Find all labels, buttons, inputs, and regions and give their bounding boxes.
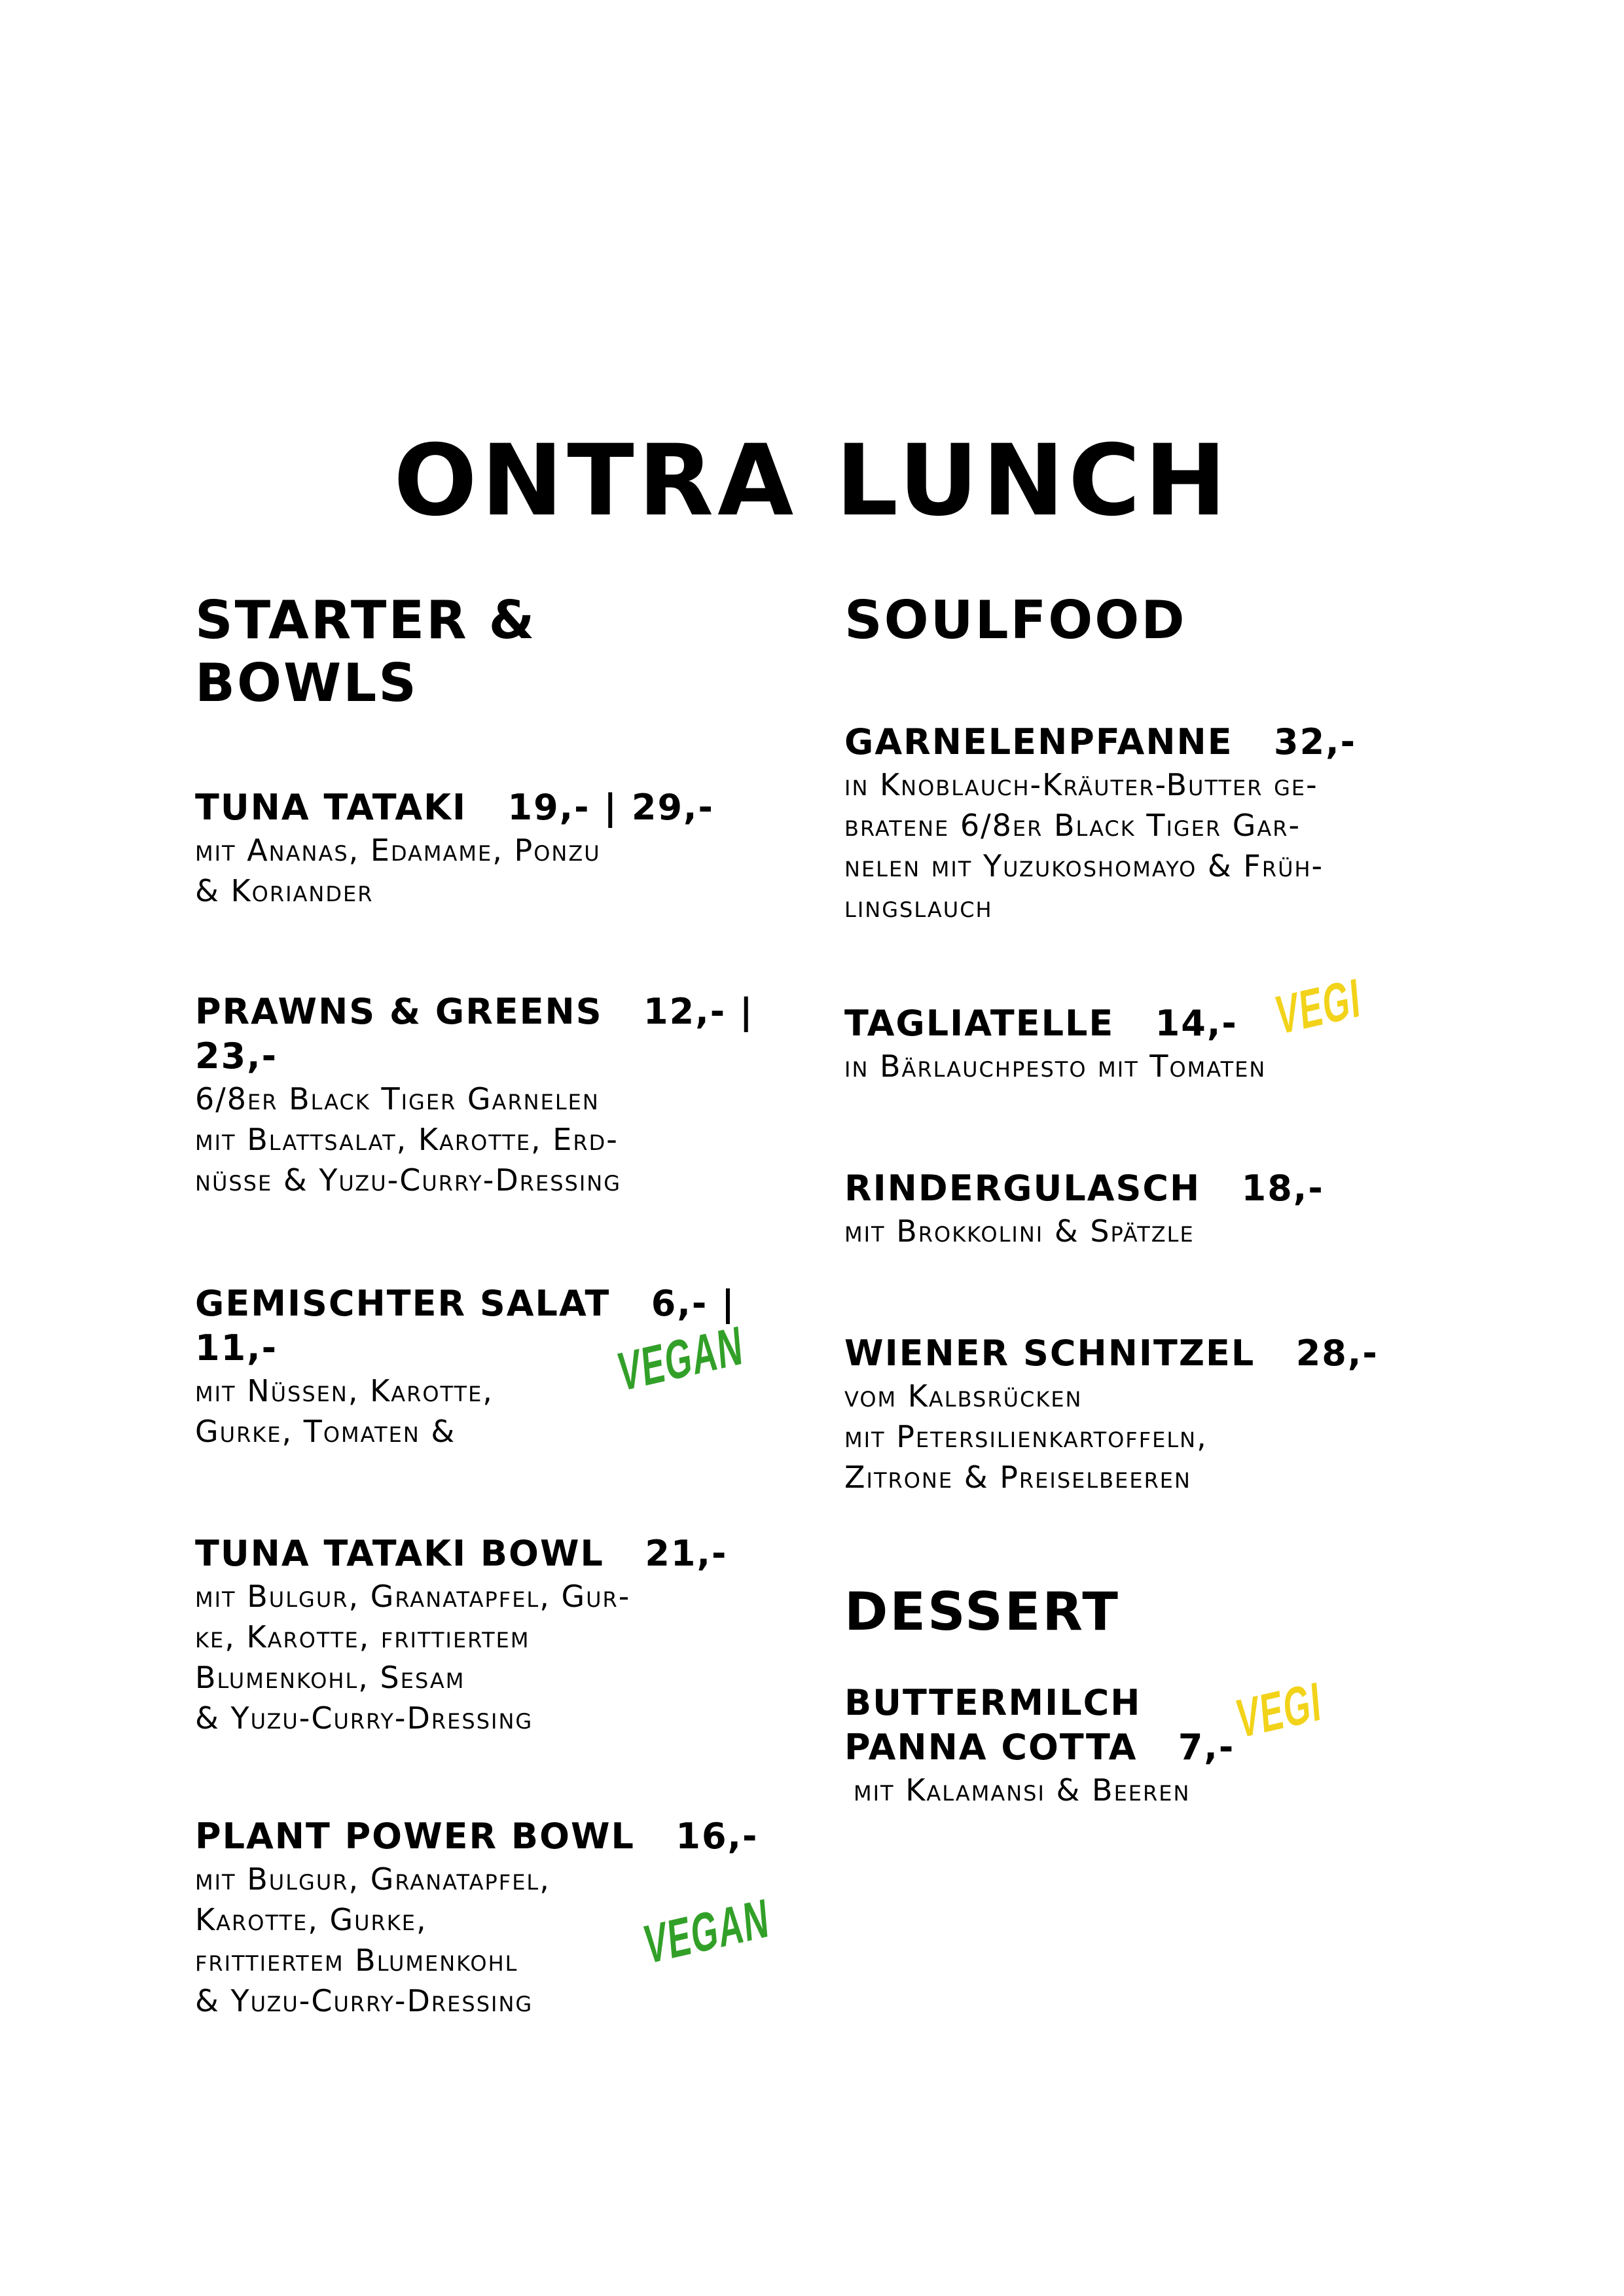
- item-description: [844, 1046, 1266, 1086]
- item-description: [844, 1376, 1379, 1498]
- item-heading: [844, 1001, 1266, 1046]
- description-line: mit Kalamansi & Beeren: [854, 1772, 1191, 1808]
- item-description: [844, 1770, 1235, 1810]
- item-name: GARNELENPFANNE: [844, 721, 1233, 762]
- description-line: & Yuzu-Curry-Dressing: [195, 1700, 533, 1736]
- menu-item-wiener-schnitzel: [844, 1331, 1379, 1498]
- section-heading-starter: [195, 589, 536, 715]
- vegi-tag: VEGI: [1234, 1670, 1324, 1750]
- section-heading-line: BOWLS: [195, 653, 418, 713]
- item-price-continued: 11,-: [195, 1327, 278, 1369]
- description-line: Blumenkohl, Sesam: [195, 1660, 465, 1695]
- item-heading: [844, 1725, 1235, 1770]
- item-price: 21,-: [645, 1533, 728, 1574]
- description-line: mit Nüssen, Karotte,: [195, 1373, 494, 1408]
- description-line: mit Brokkolini & Spätzle: [844, 1213, 1195, 1249]
- item-name: WIENER SCHNITZEL: [844, 1333, 1255, 1374]
- menu-item-tuna-tataki-bowl: [195, 1532, 727, 1738]
- vegi-tag: VEGI: [1273, 966, 1363, 1047]
- vegan-tag: VEGAN: [641, 1886, 772, 1976]
- item-price: 16,-: [676, 1816, 759, 1857]
- menu-item-panna-cotta: [844, 1681, 1235, 1810]
- item-price: 28,-: [1295, 1333, 1379, 1374]
- item-name: TUNA TATAKI: [195, 787, 467, 828]
- description-line: & Yuzu-Curry-Dressing: [195, 1983, 533, 2018]
- item-heading: [195, 1532, 727, 1576]
- description-line: Karotte, Gurke,: [195, 1902, 427, 1937]
- item-price: 6,- |: [651, 1283, 736, 1324]
- item-name: TUNA TATAKI BOWL: [195, 1533, 604, 1574]
- description-line: nüsse & Yuzu-Curry-Dressing: [195, 1162, 621, 1198]
- description-line: frittiertem Blumenkohl: [195, 1943, 518, 1978]
- vegan-tag: VEGAN: [615, 1314, 746, 1403]
- description-line: mit Blattsalat, Karotte, Erd-: [195, 1122, 619, 1157]
- section-heading-dessert: DESSERT: [844, 1581, 1120, 1642]
- description-line: mit Petersilienkartoffeln,: [844, 1419, 1208, 1454]
- item-heading: [195, 990, 754, 1034]
- item-price-continued: 23,-: [195, 1035, 278, 1077]
- item-description: [195, 830, 714, 911]
- menu-item-prawns-greens: [195, 990, 754, 1200]
- item-name-line: PANNA COTTA: [844, 1727, 1138, 1768]
- item-price: 12,- |: [643, 991, 754, 1032]
- description-line: nelen mit Yuzukoshomayo & Früh-: [844, 848, 1324, 884]
- section-heading-line: STARTER &: [195, 590, 537, 651]
- description-line: in Bärlauchpesto mit Tomaten: [844, 1049, 1267, 1084]
- item-name: PRAWNS & GREENS: [195, 991, 603, 1032]
- description-line: Zitrone & Preiselbeeren: [844, 1460, 1191, 1495]
- description-line: & Koriander: [195, 873, 374, 908]
- description-line: bratene 6/8er Black Tiger Gar-: [844, 808, 1301, 843]
- item-name: PLANT POWER BOWL: [195, 1816, 635, 1857]
- item-price: 18,-: [1241, 1168, 1324, 1209]
- item-heading: [844, 1166, 1324, 1211]
- menu-item-rindergulasch: [844, 1166, 1324, 1251]
- description-line: in Knoblauch-Kräuter-Butter ge-: [844, 767, 1318, 802]
- item-name: TAGLIATELLE: [844, 1003, 1115, 1044]
- item-description: [195, 1079, 754, 1200]
- description-line: lingslauch: [844, 889, 993, 924]
- item-price: 14,-: [1155, 1003, 1238, 1044]
- description-line: vom Kalbsrücken: [844, 1378, 1083, 1414]
- item-name: RINDERGULASCH: [844, 1168, 1201, 1209]
- page-title: ONTRA LUNCH: [393, 424, 1231, 538]
- description-line: ke, Karotte, frittiertem: [195, 1619, 530, 1655]
- item-description: [844, 1211, 1324, 1251]
- item-description: [195, 1576, 727, 1738]
- item-name: GEMISCHTER SALAT: [195, 1283, 611, 1324]
- description-line: mit Bulgur, Granatapfel, Gur-: [195, 1579, 631, 1614]
- item-heading: [195, 1814, 758, 1859]
- description-line: mit Bulgur, Granatapfel,: [195, 1861, 550, 1897]
- menu-item-tagliatelle: [844, 1001, 1266, 1086]
- item-heading: [844, 720, 1356, 764]
- menu-item-tuna-tataki: [195, 785, 714, 911]
- item-heading: [844, 1331, 1379, 1376]
- description-line: 6/8er Black Tiger Garnelen: [195, 1081, 600, 1117]
- item-heading: [195, 1282, 736, 1326]
- item-heading: [195, 785, 714, 830]
- item-price: 7,-: [1178, 1727, 1235, 1768]
- item-name-line: BUTTERMILCH: [844, 1682, 1142, 1723]
- section-heading-soulfood: SOULFOOD: [844, 590, 1187, 651]
- description-line: mit Ananas, Edamame, Ponzu: [195, 833, 601, 868]
- item-description: [844, 764, 1356, 927]
- item-price: 19,- | 29,-: [507, 787, 714, 828]
- description-line: Gurke, Tomaten &: [195, 1414, 456, 1449]
- item-price: 32,-: [1274, 721, 1357, 762]
- menu-item-garnelenpfanne: [844, 720, 1356, 927]
